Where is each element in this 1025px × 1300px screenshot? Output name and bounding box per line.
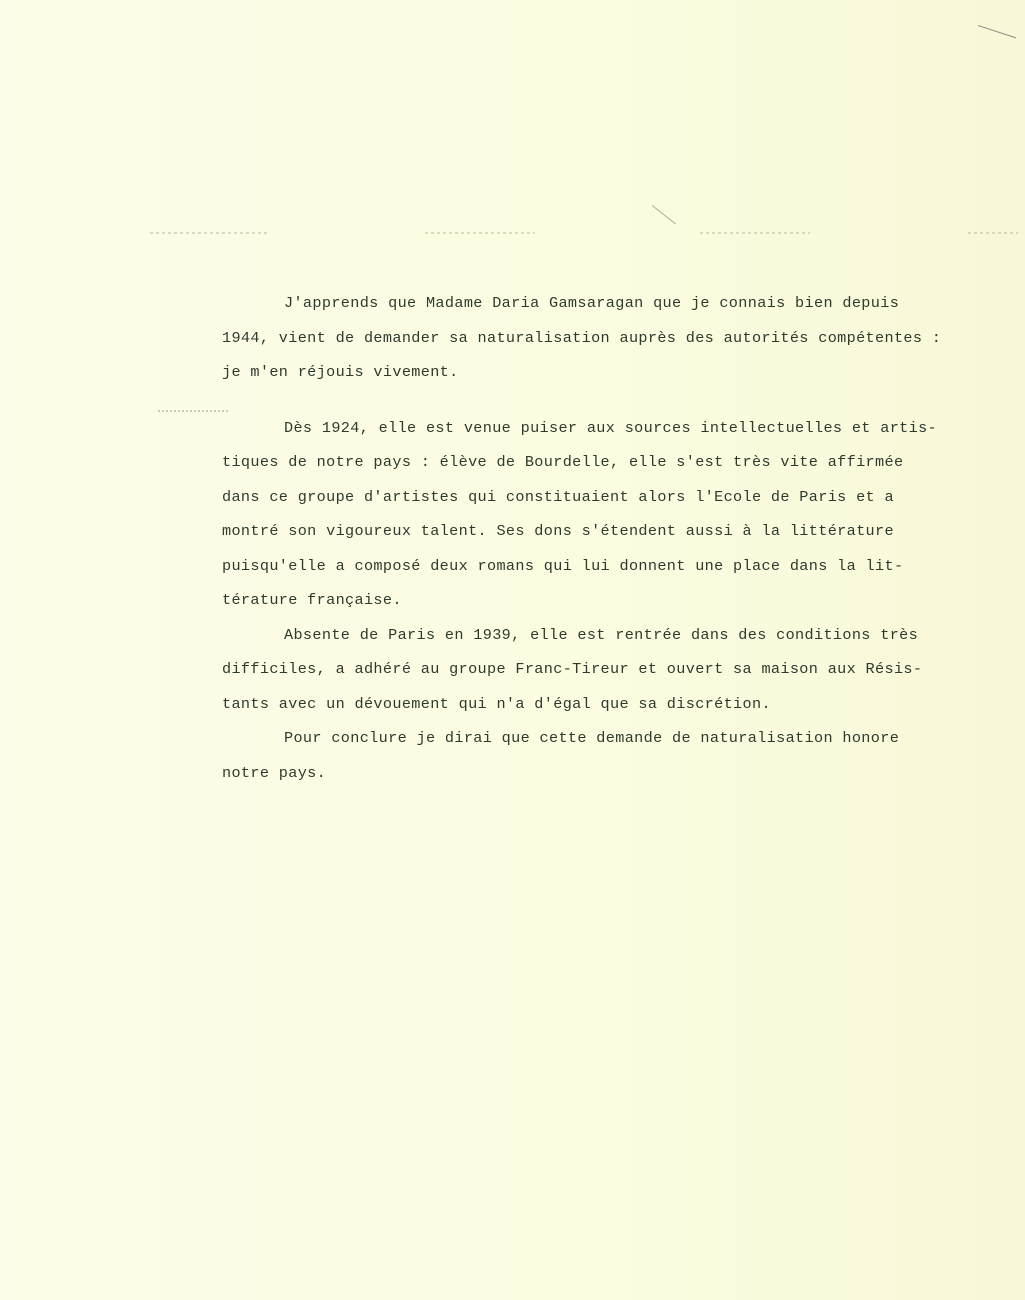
text-line: tiques de notre pays : élève de Bourdelle, elle s'est très vite affirmée [222, 453, 904, 471]
text-line: Absente de Paris en 1939, elle est rentrée dans des conditions très [284, 625, 919, 644]
text-line: dans ce groupe d'artistes qui constituaient alors l'Ecole de Paris et a [222, 487, 894, 506]
letter-body [222, 286, 982, 790]
text-line: tants avec un dévouement qui n'a d'égal que sa discrétion. [222, 694, 771, 713]
text-line: puisqu'elle a composé deux romans qui lui donnent une place dans la lit- [222, 556, 904, 575]
text-line: J'apprends que Madame Daria Gamsaragan que je connais bien depuis [284, 294, 900, 312]
text-line: montré son vigoureux talent. Ses dons s'étendent aussi à la littérature [222, 522, 894, 540]
paragraph-gap [222, 390, 982, 411]
fold-mark [968, 232, 1018, 234]
paragraph-3 [222, 618, 982, 722]
text-line: Pour conclure je dirai que cette demande de naturalisation honore [284, 729, 900, 747]
fold-mark [425, 232, 535, 234]
text-line: 1944, vient de demander sa naturalisation auprès des autorités compétentes : [222, 328, 942, 347]
paragraph-1 [222, 286, 982, 390]
text-line: Dès 1924, elle est venue puiser aux sources intellectuelles et artis- [284, 418, 938, 437]
paragraph-4 [222, 721, 982, 790]
paragraph-2 [222, 411, 982, 618]
text-line: notre pays. [222, 763, 327, 782]
fold-mark [700, 232, 810, 234]
text-line: je m'en réjouis vivement. [222, 363, 459, 381]
text-line: térature française. [222, 591, 402, 609]
margin-mark [158, 410, 228, 412]
fold-mark [150, 232, 270, 234]
text-line: difficiles, a adhéré au groupe Franc-Tireur et ouvert sa maison aux Résis- [222, 660, 923, 678]
